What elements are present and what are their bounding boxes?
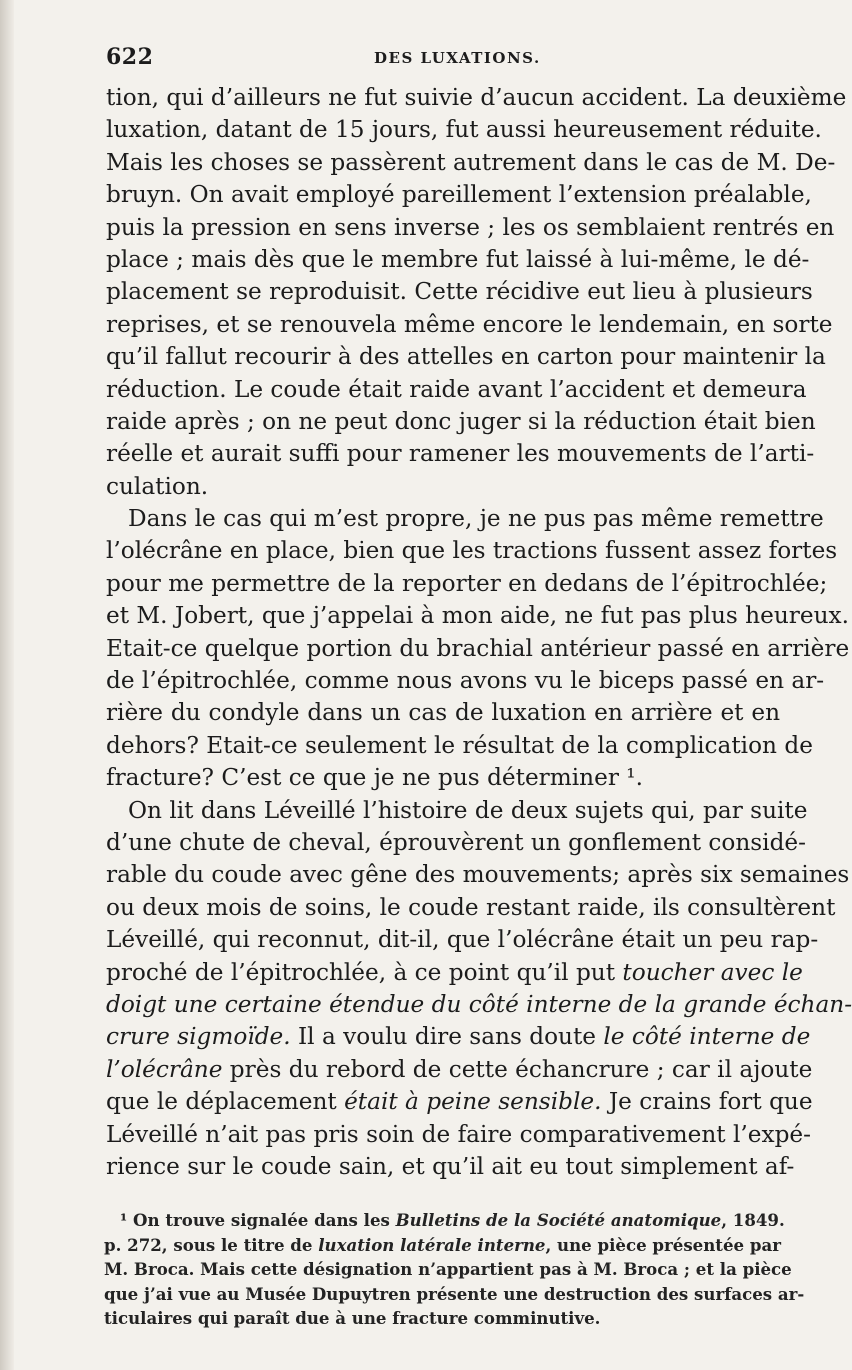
text-span: ¹ On trouve signalée dans les	[120, 1210, 396, 1230]
text-line	[106, 1054, 813, 1086]
italic-text-span: toucher avec le	[622, 958, 803, 986]
text-span: reprises, et se renouvela même encore le lendemain, en sorte	[106, 310, 833, 338]
text-span: que j’ai vue au Musée Dupuytren présente une destruction des surfaces ar-	[104, 1283, 805, 1304]
text-span: tion, qui d’ailleurs ne fut suivie d’aucun accident. La deuxième	[106, 84, 847, 111]
text-span: d’une chute de cheval, éprouvèrent un gonflement considé-	[106, 828, 806, 856]
text-line	[106, 762, 780, 794]
page-number: 622	[106, 44, 154, 70]
text-span: et M. Jobert, que j’appelai à mon aide, ne fut pas plus heureux.	[106, 602, 849, 630]
italic-text-span: était à peine sensible.	[344, 1088, 602, 1116]
text-line	[106, 471, 780, 503]
text-span: raide après ; on ne peut donc juger si la réduction était bien	[106, 407, 816, 435]
text-span: réduction. Le coude était raide avant l’accident et demeura	[106, 375, 807, 403]
text-span: Etait-ce quelque portion du brachial antérieur passé en arrière	[106, 634, 850, 662]
italic-text-span: luxation latérale interne	[318, 1234, 546, 1255]
footnote-line	[104, 1257, 792, 1282]
text-span: luxation, datant de 15 jours, fut aussi heureusement réduite.	[106, 116, 822, 144]
text-line	[106, 1151, 795, 1183]
text-span: de l’épitrochlée, comme nous avons vu le biceps passé en ar-	[106, 667, 825, 695]
text-line	[106, 1086, 813, 1118]
text-line	[106, 924, 819, 956]
text-line	[106, 697, 780, 729]
text-span: rience sur le coude sain, et qu’il ait eu tout simplement af-	[106, 1152, 795, 1180]
text-span: l’olécrâne en place, bien que les tractions fussent assez fortes	[106, 537, 838, 565]
text-line	[106, 406, 816, 438]
italic-text-span: Bulletins de la Société anatomique	[395, 1210, 722, 1230]
text-span: que le déplacement	[106, 1088, 345, 1116]
text-line	[106, 438, 815, 470]
text-span: Mais les choses se passèrent autrement dans le cas de M. De-	[106, 148, 836, 176]
text-span: près du rebord de cette échancrure ; car il ajoute	[222, 1055, 813, 1083]
text-span: puis la pression en sens inverse ; les os semblaient rentrés en	[106, 213, 835, 241]
text-line	[106, 633, 850, 665]
text-span: bruyn. On avait employé pareillement l’extension préalable,	[106, 181, 812, 209]
italic-text-span: crure sigmoïde.	[106, 1023, 291, 1051]
page-binding-shadow	[0, 0, 14, 1370]
text-line	[106, 665, 825, 697]
text-line	[106, 892, 836, 924]
text-span: culation.	[106, 472, 209, 500]
text-line	[106, 341, 826, 373]
footnote-line	[104, 1233, 780, 1258]
text-span: pour me permettre de la reporter en dedans de l’épitrochlée;	[106, 569, 828, 597]
text-line	[106, 730, 813, 762]
text-line	[106, 244, 810, 276]
text-line	[106, 114, 822, 146]
text-span: rière du condyle dans un cas de luxation en arrière et en	[106, 699, 780, 727]
text-span: proché de l’épitrochlée, à ce point qu’il put	[106, 958, 623, 986]
text-line	[106, 568, 828, 600]
text-line	[106, 82, 847, 114]
page-header	[106, 44, 786, 78]
text-line	[106, 374, 807, 406]
text-span: M. Broca. Mais cette désignation n’appartient pas à M. Broca ; et la pièce	[104, 1259, 792, 1280]
text-line	[106, 795, 808, 827]
text-line	[106, 859, 850, 891]
text-line	[106, 276, 813, 308]
text-line	[106, 989, 852, 1021]
body-text	[106, 82, 852, 1183]
text-span: Il a voulu dire sans doute	[290, 1023, 604, 1051]
text-line	[106, 957, 803, 989]
text-line	[106, 212, 835, 244]
text-line	[106, 535, 838, 567]
text-span: rable du coude avec gêne des mouvements; après six semaines	[106, 861, 850, 889]
running-head: DES LUXATIONS.	[374, 49, 541, 67]
footnote-line	[104, 1282, 805, 1307]
text-span: dehors? Etait-ce seulement le résultat de la complication de	[106, 731, 813, 759]
footnote-line	[104, 1306, 780, 1331]
text-span: place ; mais dès que le membre fut laissé à lui-même, le dé-	[106, 245, 810, 273]
text-span: , 1849.	[721, 1210, 785, 1230]
text-line	[106, 827, 806, 859]
text-span: fracture? C’est ce que je ne pus déterminer ¹.	[106, 764, 643, 792]
text-line	[106, 600, 849, 632]
text-span: ticulaires qui paraît due à une fracture comminutive.	[104, 1308, 601, 1329]
text-span: qu’il fallut recourir à des attelles en carton pour maintenir la	[106, 343, 826, 371]
text-line	[106, 179, 812, 211]
text-span: placement se reproduisit. Cette récidive eut lieu à plusieurs	[106, 278, 813, 306]
text-span: p. 272, sous le titre de	[104, 1234, 319, 1255]
text-line	[106, 309, 833, 341]
text-span: , une pièce présentée par	[545, 1234, 781, 1255]
text-span: Léveillé n’ait pas pris soin de faire comparativement l’expé-	[106, 1120, 811, 1148]
text-line	[106, 503, 824, 535]
text-line	[106, 147, 836, 179]
italic-text-span: doigt une certaine étendue du côté interne de la grande échan-	[106, 990, 852, 1018]
italic-text-span: le côté interne de	[603, 1023, 811, 1051]
footnote-line	[104, 1208, 785, 1233]
text-line	[106, 1119, 811, 1151]
italic-text-span: l’olécrâne	[106, 1055, 223, 1083]
text-span: Je crains fort que	[601, 1088, 813, 1116]
footnote	[104, 1208, 805, 1331]
text-span: ou deux mois de soins, le coude restant raide, ils consultèrent	[106, 893, 836, 921]
text-line	[106, 1021, 811, 1053]
text-span: On lit dans Léveillé l’histoire de deux sujets qui, par suite	[128, 796, 808, 824]
text-span: Léveillé, qui reconnut, dit-il, que l’olécrâne était un peu rap-	[106, 926, 819, 954]
text-span: réelle et aurait suffi pour ramener les mouvements de l’arti-	[106, 440, 815, 468]
text-span: Dans le cas qui m’est propre, je ne pus pas même remettre	[128, 505, 824, 533]
